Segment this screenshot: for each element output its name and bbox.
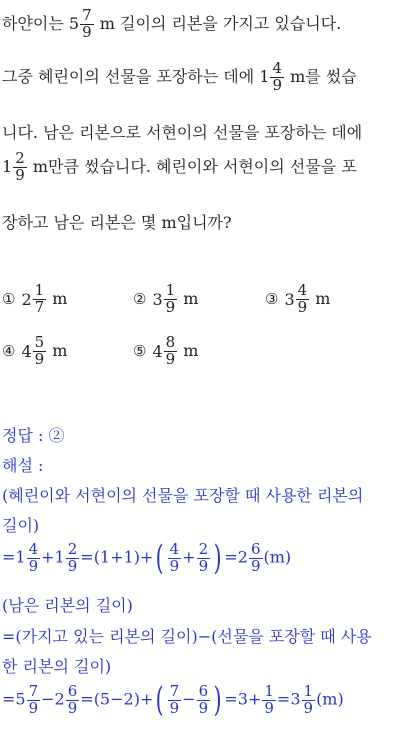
left-paren: ( bbox=[155, 538, 164, 578]
denominator: 9 bbox=[272, 75, 282, 94]
numerator: 4 bbox=[297, 281, 308, 299]
denominator: 9 bbox=[82, 22, 92, 41]
option-number: ⑤ bbox=[133, 341, 147, 360]
option-number: ③ bbox=[265, 289, 279, 308]
fraction bbox=[66, 539, 80, 575]
denominator: 9 bbox=[198, 556, 209, 575]
whole: 3 bbox=[152, 289, 163, 309]
text: m만큼 썼습니다. 혜린이와 서현이의 선물을 포 bbox=[27, 156, 357, 176]
text: − bbox=[182, 689, 196, 709]
numerator: 6 bbox=[198, 681, 209, 700]
text: −2 bbox=[41, 689, 65, 709]
left-paren: ( bbox=[155, 680, 164, 720]
numerator: 2 bbox=[198, 539, 209, 558]
fraction bbox=[80, 8, 94, 41]
unit: m bbox=[183, 340, 199, 360]
denominator: 9 bbox=[303, 698, 314, 717]
whole: 4 bbox=[152, 341, 163, 361]
text: 니다. 남은 리본으로 서현이의 선물을 포장하는 데에 bbox=[2, 123, 363, 142]
option-number: ① bbox=[2, 289, 16, 308]
numerator: 1 bbox=[34, 281, 45, 299]
unit: m bbox=[183, 288, 199, 308]
text: =5 bbox=[2, 689, 26, 709]
text: 그중 혜린이의 선물을 포장하는 데에 1 bbox=[2, 66, 270, 86]
text: 하얀이는 5 bbox=[2, 13, 80, 33]
fraction bbox=[33, 335, 47, 368]
fraction bbox=[197, 681, 211, 717]
numerator: 6 bbox=[250, 539, 261, 558]
fraction bbox=[249, 539, 263, 575]
fraction bbox=[302, 681, 316, 717]
solution-line-5: 한 리본의 길이) bbox=[2, 657, 112, 676]
right-paren: ) bbox=[213, 680, 222, 720]
solution-label: 해설 : bbox=[2, 456, 44, 475]
question-line-1 bbox=[2, 8, 341, 41]
fraction bbox=[168, 681, 182, 717]
whole: 2 bbox=[21, 289, 32, 309]
text: (m) bbox=[263, 547, 292, 567]
text: +1 bbox=[41, 547, 65, 567]
fraction bbox=[66, 681, 80, 717]
fraction bbox=[197, 539, 211, 575]
denominator: 7 bbox=[34, 297, 45, 316]
denominator: 9 bbox=[28, 698, 39, 717]
numerator: 7 bbox=[28, 681, 39, 700]
denominator: 9 bbox=[264, 698, 274, 717]
option-5[interactable] bbox=[133, 335, 198, 368]
denominator: 9 bbox=[67, 556, 78, 575]
option-number: ② bbox=[133, 289, 147, 308]
text: 1 bbox=[2, 156, 13, 176]
denominator: 9 bbox=[15, 165, 25, 184]
denominator: 9 bbox=[169, 556, 180, 575]
fraction bbox=[270, 61, 284, 94]
numerator: 7 bbox=[169, 681, 180, 700]
text: =3+ bbox=[224, 689, 262, 709]
text: =3 bbox=[276, 689, 301, 709]
option-1[interactable] bbox=[2, 283, 67, 316]
unit: m bbox=[315, 288, 331, 308]
fraction bbox=[168, 539, 182, 575]
denominator: 9 bbox=[28, 556, 39, 575]
text: (m) bbox=[316, 689, 344, 709]
question-line-3 bbox=[2, 120, 362, 143]
fraction bbox=[33, 283, 47, 316]
denominator: 9 bbox=[165, 297, 176, 316]
solution-line-1: (혜린이와 서현이의 선물을 포장할 때 사용한 리본의 bbox=[2, 486, 364, 505]
option-2[interactable] bbox=[133, 283, 198, 316]
question-line-4 bbox=[2, 151, 357, 184]
unit: m bbox=[52, 288, 68, 308]
option-3[interactable] bbox=[265, 283, 330, 316]
numerator: 1 bbox=[264, 681, 274, 700]
numerator: 4 bbox=[169, 539, 180, 558]
solution-line-4: =(가지고 있는 리본의 길이)−(선물을 포장할 때 사용 bbox=[2, 627, 372, 646]
numerator: 2 bbox=[67, 539, 78, 558]
question-line-5 bbox=[2, 210, 232, 233]
fraction bbox=[13, 151, 27, 184]
fraction bbox=[296, 283, 310, 316]
fraction bbox=[164, 283, 178, 316]
numerator: 4 bbox=[272, 59, 282, 77]
question-line-2 bbox=[2, 61, 357, 94]
text: =1 bbox=[2, 547, 26, 567]
option-4[interactable] bbox=[2, 335, 67, 368]
equation-2 bbox=[2, 680, 344, 720]
option-number: ④ bbox=[2, 341, 16, 360]
numerator: 1 bbox=[303, 681, 314, 700]
numerator: 4 bbox=[28, 539, 39, 558]
text: =(1+1)+ bbox=[80, 547, 154, 567]
answer-line: 정답 : ② bbox=[2, 426, 65, 445]
denominator: 9 bbox=[165, 349, 176, 368]
denominator: 9 bbox=[67, 698, 78, 717]
fraction bbox=[27, 539, 41, 575]
denominator: 9 bbox=[169, 698, 180, 717]
fraction bbox=[262, 681, 276, 717]
equation-1 bbox=[2, 538, 292, 578]
denominator: 9 bbox=[198, 698, 209, 717]
denominator: 9 bbox=[34, 349, 45, 368]
numerator: 1 bbox=[165, 281, 176, 299]
text: =2 bbox=[224, 547, 248, 567]
text: =(5−2)+ bbox=[80, 689, 154, 709]
text: 장하고 남은 리본은 몇 m입니까? bbox=[2, 213, 232, 232]
unit: m bbox=[52, 340, 68, 360]
solution-line-2: 길이) bbox=[2, 516, 40, 535]
denominator: 9 bbox=[297, 297, 308, 316]
solution-line-3: (남은 리본의 길이) bbox=[2, 596, 133, 615]
fraction bbox=[164, 335, 178, 368]
text: + bbox=[182, 547, 196, 567]
numerator: 8 bbox=[165, 333, 176, 351]
numerator: 5 bbox=[34, 333, 45, 351]
whole: 3 bbox=[284, 289, 295, 309]
numerator: 6 bbox=[67, 681, 78, 700]
fraction bbox=[27, 681, 41, 717]
numerator: 2 bbox=[15, 149, 25, 167]
whole: 4 bbox=[21, 341, 32, 361]
text: m 길이의 리본을 가지고 있습니다. bbox=[94, 13, 342, 33]
numerator: 7 bbox=[82, 6, 92, 24]
right-paren: ) bbox=[213, 538, 222, 578]
denominator: 9 bbox=[250, 556, 261, 575]
text: m를 썼습 bbox=[285, 66, 357, 86]
